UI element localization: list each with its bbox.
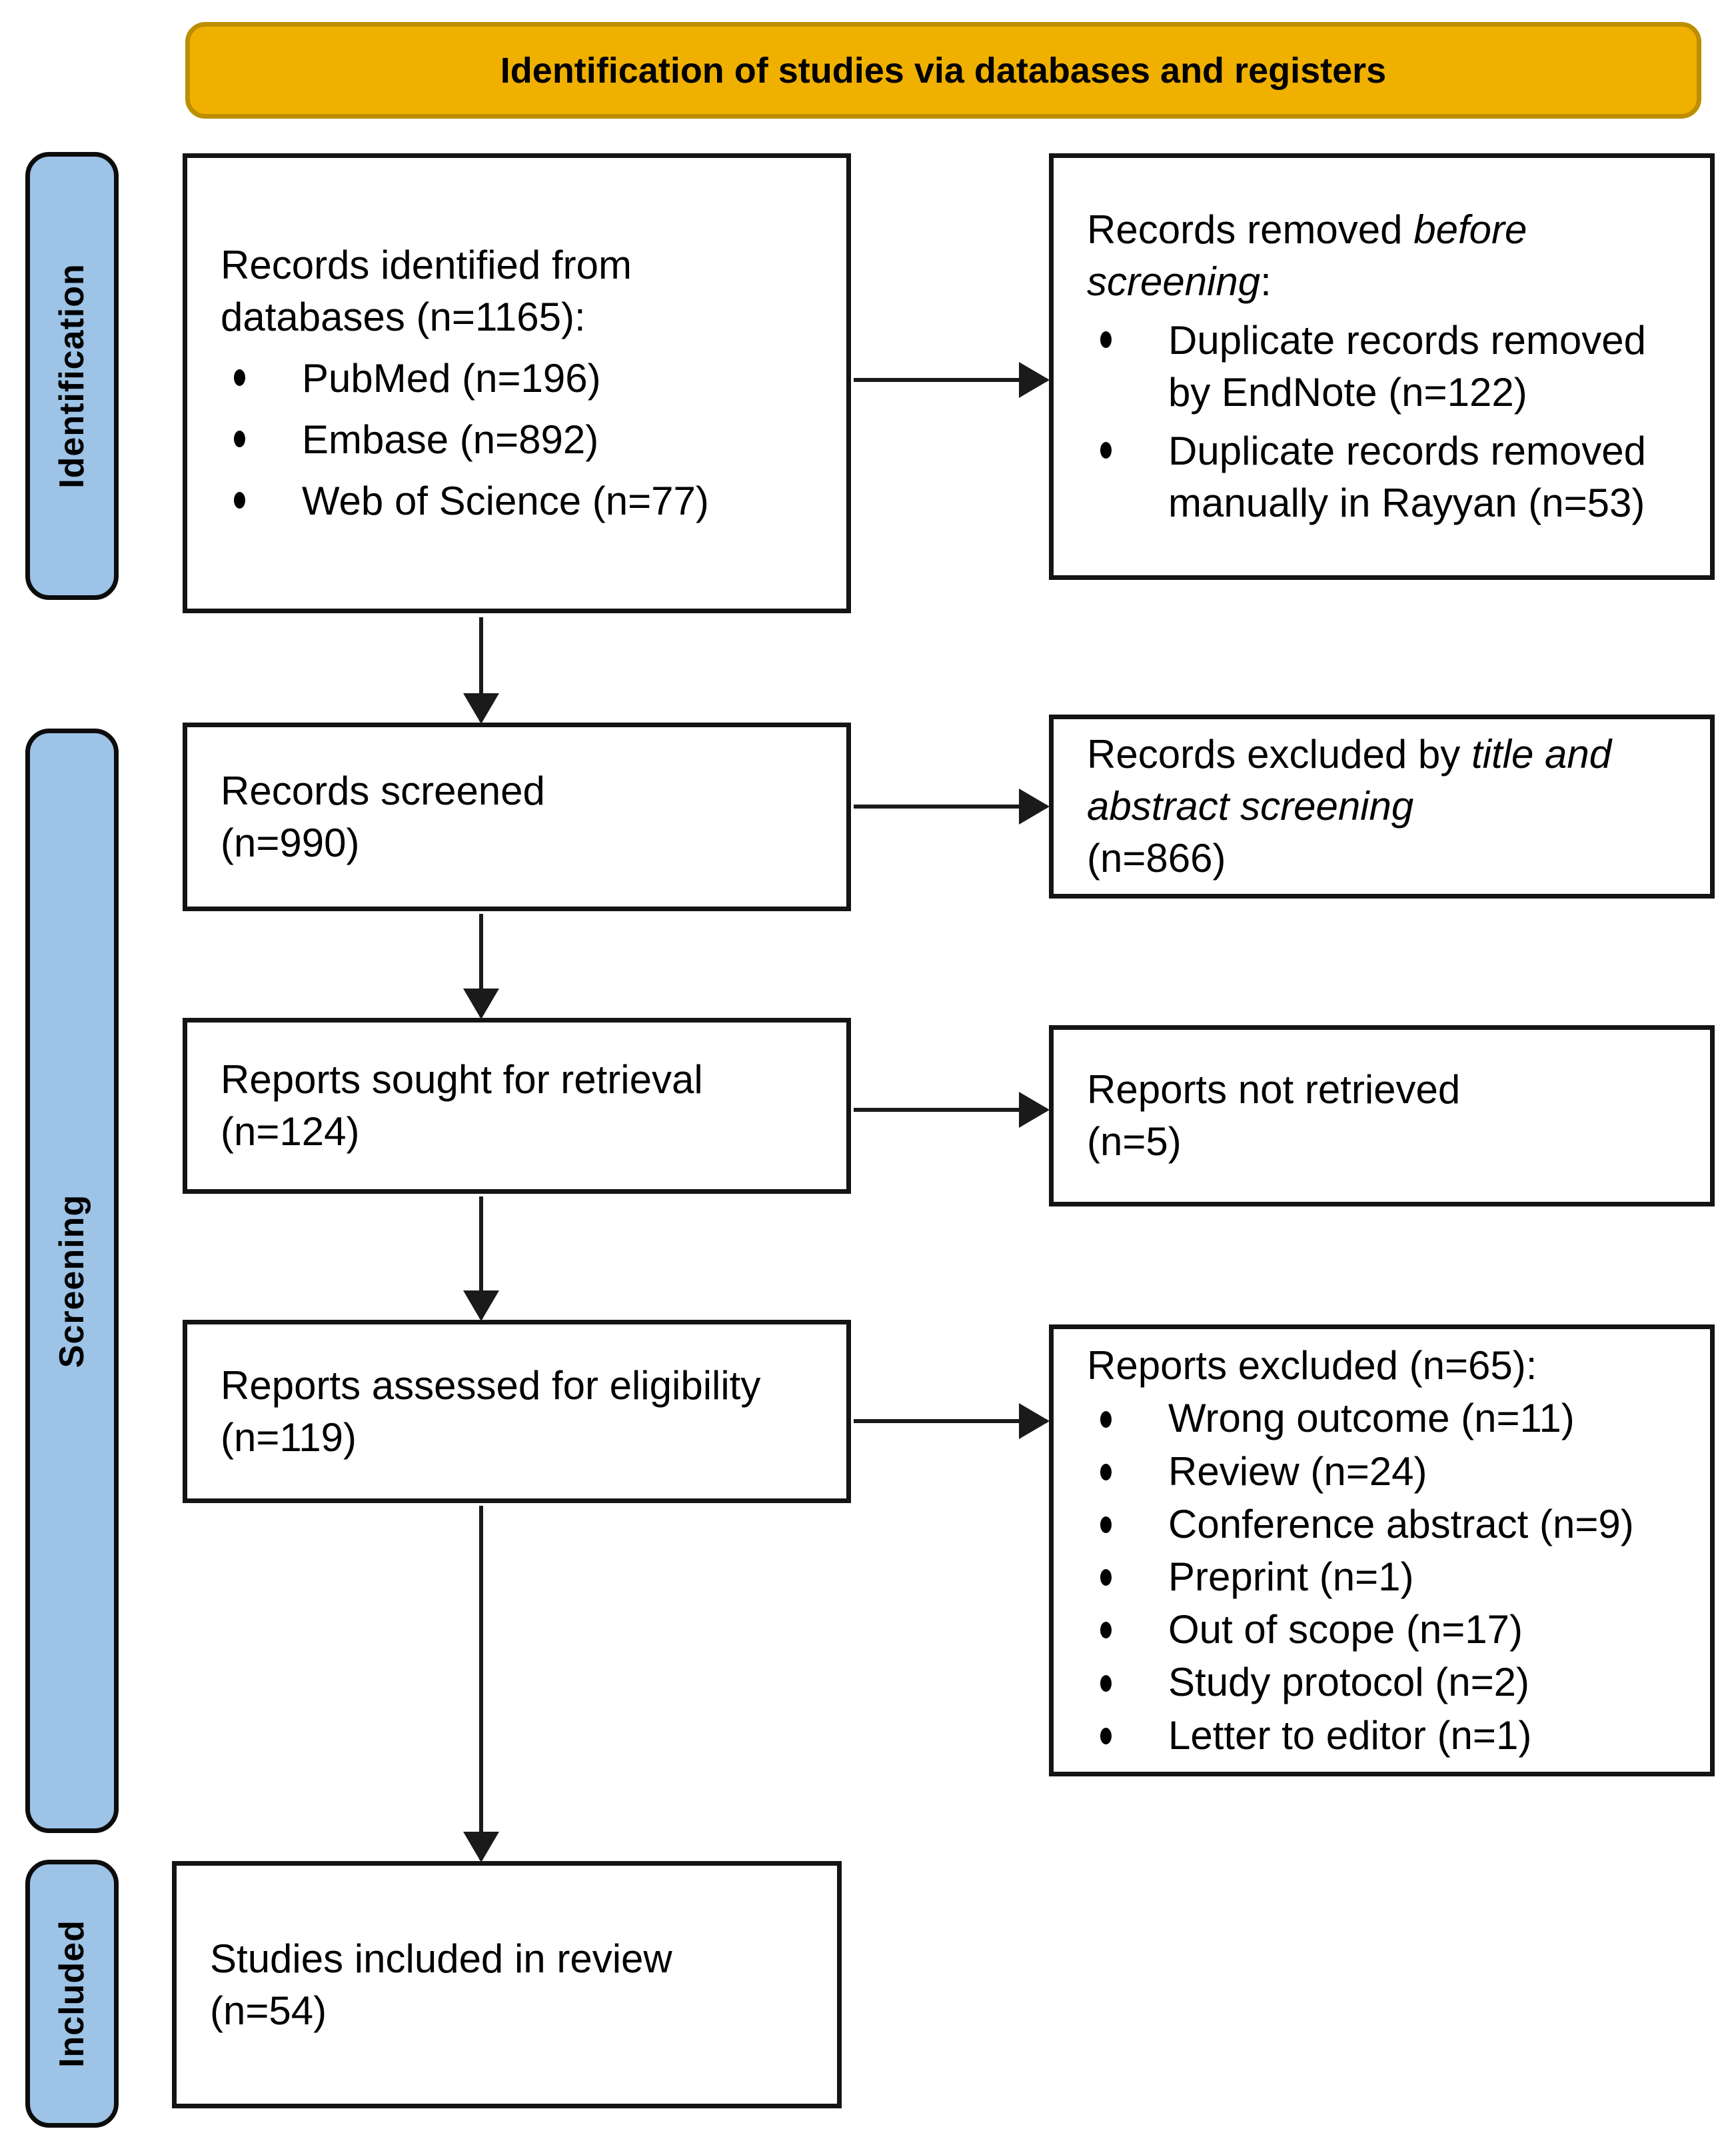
- studies-included-count: (n=54): [210, 1988, 327, 2033]
- reports-excluded-bullet-review: Review (n=24): [1087, 1447, 1683, 1496]
- title-banner: [185, 22, 1701, 119]
- box-records-removed-before-screening: [1049, 153, 1715, 580]
- box-records-screened: [183, 723, 851, 911]
- records-excluded-count: (n=866): [1087, 836, 1226, 881]
- reports-excluded-bullet-letter: Letter to editor (n=1): [1087, 1711, 1683, 1760]
- box-records-identified: [183, 153, 851, 613]
- stage-label-included: Included: [53, 1920, 92, 2068]
- records-screened-count: (n=990): [221, 820, 360, 865]
- arrow-assessed-to-reports-excluded: [854, 1419, 1047, 1423]
- records-identified-bullet-wos: Web of Science (n=77): [221, 475, 820, 527]
- reports-assessed-count: (n=119): [221, 1414, 357, 1460]
- reports-excluded-bullet-out-of-scope: Out of scope (n=17): [1087, 1605, 1683, 1654]
- box-records-excluded-title-abstract: [1049, 715, 1715, 899]
- stage-bar-screening: [25, 729, 119, 1833]
- arrow-identified-to-removed: [854, 378, 1047, 382]
- reports-excluded-intro: Reports excluded (n=65):: [1087, 1343, 1537, 1388]
- reports-not-retrieved-text: Reports not retrieved: [1087, 1067, 1461, 1112]
- box-studies-included: [172, 1861, 842, 2108]
- reports-assessed-text: Reports assessed for eligibility: [221, 1362, 761, 1408]
- records-screened-text: Records screened: [221, 768, 545, 813]
- stage-bar-identification: [25, 152, 119, 600]
- box-reports-excluded: [1049, 1324, 1715, 1776]
- records-identified-bullet-pubmed: PubMed (n=196): [221, 353, 820, 405]
- stage-label-screening: Screening: [53, 1194, 92, 1368]
- reports-not-retrieved-count: (n=5): [1087, 1119, 1182, 1164]
- box-reports-sought: [183, 1018, 851, 1194]
- arrow-assessed-to-included: [479, 1506, 483, 1860]
- records-identified-intro: Records identified from databases (n=1165):: [221, 243, 632, 339]
- box-reports-assessed: [183, 1320, 851, 1503]
- records-identified-bullet-embase: Embase (n=892): [221, 414, 820, 466]
- arrow-screened-to-sought: [479, 914, 483, 1017]
- title-banner-text: Identification of studies via databases and registers: [500, 50, 1387, 91]
- studies-included-text: Studies included in review: [210, 1936, 672, 1981]
- records-removed-bullet-endnote: Duplicate records removed by EndNote (n=122): [1087, 315, 1683, 419]
- reports-excluded-bullet-study-protocol: Study protocol (n=2): [1087, 1658, 1683, 1706]
- arrow-screened-to-excluded: [854, 805, 1047, 809]
- arrow-sought-to-assessed: [479, 1196, 483, 1318]
- reports-sought-text: Reports sought for retrieval: [221, 1057, 703, 1102]
- reports-excluded-bullet-conference-abstract: Conference abstract (n=9): [1087, 1500, 1683, 1548]
- arrow-identified-to-screened: [479, 617, 483, 721]
- arrow-sought-to-not-retrieved: [854, 1108, 1047, 1112]
- stage-bar-included: [25, 1860, 119, 2128]
- stage-label-identification: Identification: [53, 263, 91, 489]
- reports-excluded-bullet-wrong-outcome: Wrong outcome (n=11): [1087, 1394, 1683, 1442]
- records-removed-intro: Records removed before screening:: [1087, 207, 1527, 304]
- box-reports-not-retrieved: [1049, 1025, 1715, 1206]
- records-removed-bullet-rayyan: Duplicate records removed manually in Rayyan (n=53): [1087, 425, 1683, 529]
- reports-excluded-bullet-preprint: Preprint (n=1): [1087, 1552, 1683, 1601]
- records-excluded-text: Records excluded by title and abstract screening: [1087, 732, 1612, 829]
- reports-sought-count: (n=124): [221, 1109, 360, 1154]
